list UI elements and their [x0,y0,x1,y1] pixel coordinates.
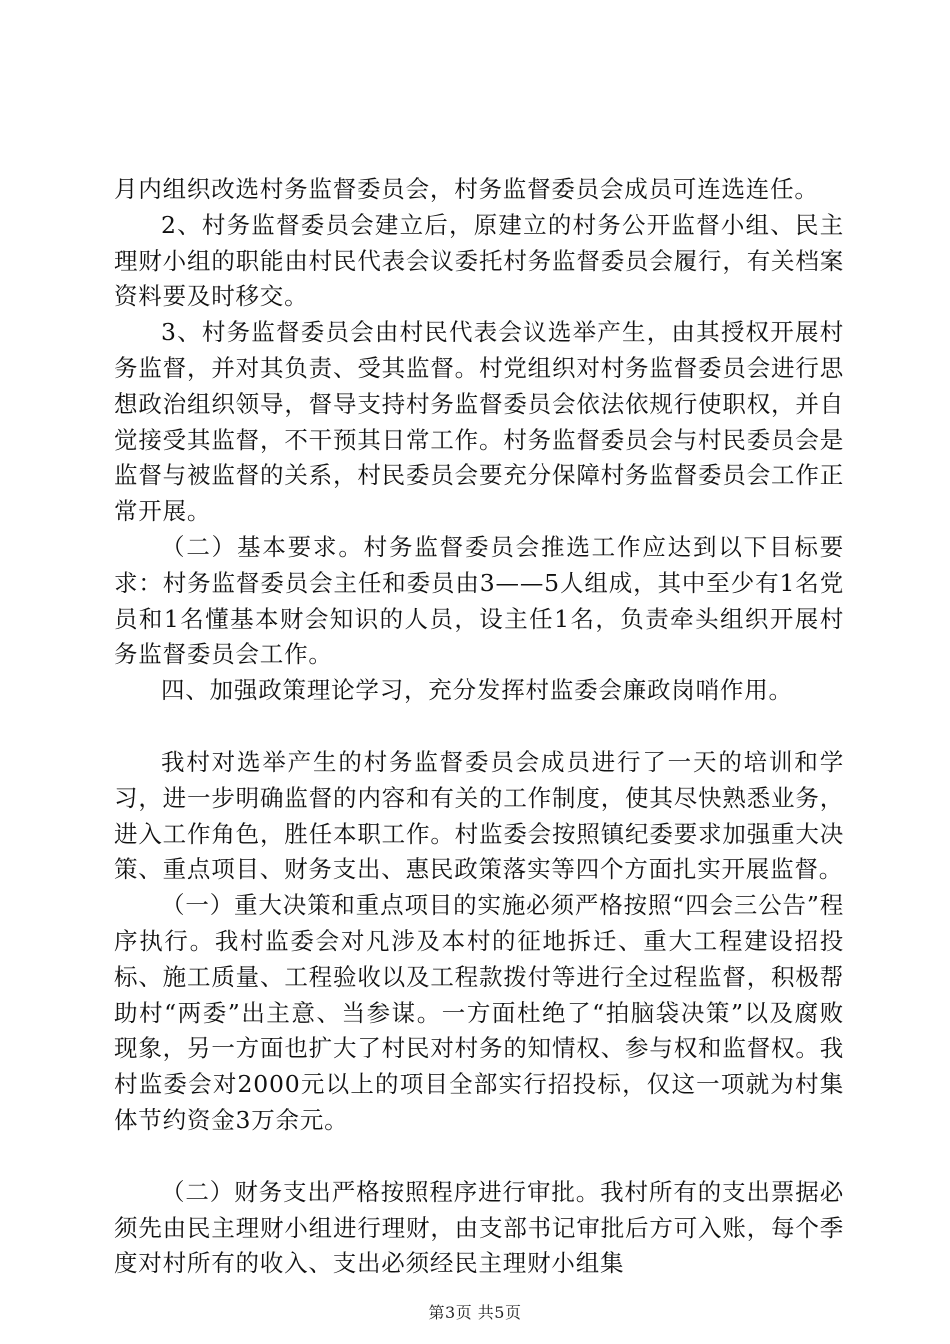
paragraph-continuation: 月内组织改选村务监督委员会，村务监督委员会成员可连选连任。 [114,175,819,203]
section-heading-four: 四、加强政策理论学习，充分发挥村监委会廉政岗哨作用。 [161,676,793,705]
page-number-footer: 第3页 共5页 [428,1303,522,1322]
paragraph-item-3: 3、村务监督委员会由村民代表会议选举产生，由其授权开展村务监督，并对其负责、受其监督。村党组织对村务监督委员会进行思想政治组织领导，督导支持村务监督委员会依法依规行使职权，并自觉接受其监督，不干预其日常工作。村务监督委员会与村民委员会是监督与被监督的关系，村民委员会要充分保障村务监督委员会工作正常开展。 [114,318,844,526]
paragraph-training: 我村对选举产生的村务监督委员会成员进行了一天的培训和学习，进一步明确监督的内容和有关的工作制度，使其尽快熟悉业务，进入工作角色，胜任本职工作。村监委会按照镇纪委要求加强重大决策、重点项目、财务支出、惠民政策落实等四个方面扎实开展监督。 [114,747,844,884]
document-body [114,172,844,1282]
paragraph-major-decisions: （一）重大决策和重点项目的实施必须严格按照“四会三公告”程序执行。我村监委会对凡涉及本村的征地拆迁、重大工程建设招投标、施工质量、工程验收以及工程款拨付等进行全过程监督，积极帮助村“两委”出主意、当参谋。一方面杜绝了“拍脑袋决策”以及腐败现象，另一方面也扩大了村民对村务的知情权、参与权和监督权。我村监委会对2000元以上的项目全部实行招投标，仅这一项就为村集体节约资金3万余元。 [114,891,844,1134]
paragraph-financial-expenditure: （二）财务支出严格按照程序进行审批。我村所有的支出票据必须先由民主理财小组进行理财，由支部书记审批后方可入账，每个季度对村所有的收入、支出必须经民主理财小组集 [114,1177,844,1278]
paragraph-item-2: 2、村务监督委员会建立后，原建立的村务公开监督小组、民主理财小组的职能由村民代表会议委托村务监督委员会履行，有关档案资料要及时移交。 [114,210,844,311]
paragraph-basic-requirements: （二）基本要求。村务监督委员会推选工作应达到以下目标要求：村务监督委员会主任和委员由3——5人组成，其中至少有1名党员和1名懂基本财会知识的人员，设主任1名，负责牵头组织开展村务监督委员会工作。 [114,532,844,669]
